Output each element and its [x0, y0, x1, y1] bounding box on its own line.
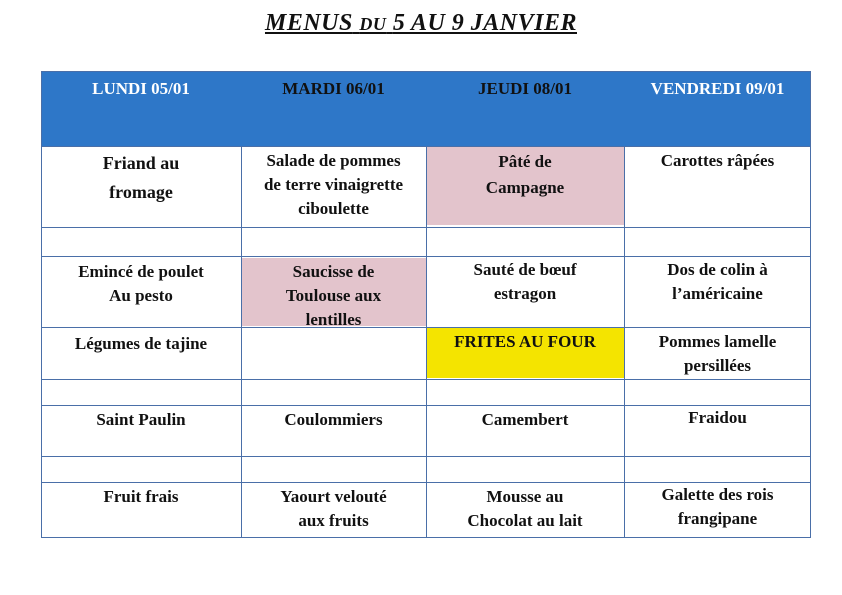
accompagnement-lundi: Légumes de tajine — [74, 334, 208, 353]
title-du: DU — [359, 14, 387, 34]
day-header-mardi: MARDI 06/01 — [282, 79, 385, 98]
plat-mardi: Saucisse de Toulouse aux lentilles — [285, 262, 382, 329]
day-header-lundi: LUNDI 05/01 — [92, 79, 190, 98]
entree-lundi: Friand au fromage — [102, 153, 180, 202]
accompagnement-vendredi: Pommes lamelle persillées — [658, 332, 777, 375]
entree-jeudi: Pâté de Campagne — [485, 152, 565, 197]
dessert-vendredi: Galette des rois frangipane — [661, 485, 774, 528]
dessert-mardi: Yaourt velouté aux fruits — [280, 487, 387, 530]
accompagnement-mardi — [241, 331, 426, 333]
fromage-vendredi: Fraidou — [688, 408, 747, 427]
fromage-lundi: Saint Paulin — [96, 410, 186, 429]
fromage-mardi: Coulommiers — [284, 410, 383, 429]
plat-vendredi: Dos de colin à l’américaine — [667, 260, 768, 303]
dessert-jeudi: Mousse au Chocolat au lait — [467, 487, 583, 530]
entree-mardi: Salade de pommes de terre vinaigrette ciboulette — [263, 151, 404, 218]
fromage-jeudi: Camembert — [481, 410, 569, 429]
day-header-vendredi: VENDREDI 09/01 — [650, 79, 785, 98]
title-dates: 5 AU 9 JANVIER — [392, 10, 577, 36]
plat-jeudi: Sauté de bœuf estragon — [473, 260, 577, 303]
accompagnement-jeudi: FRITES AU FOUR — [454, 332, 596, 351]
day-header-jeudi: JEUDI 08/01 — [478, 79, 572, 98]
plat-lundi: Emincé de poulet Au pesto — [78, 262, 204, 305]
dessert-lundi: Fruit frais — [103, 487, 179, 506]
page-title — [0, 10, 842, 37]
entree-vendredi: Carottes râpées — [660, 151, 775, 170]
title-menus: MENUS — [264, 10, 353, 36]
